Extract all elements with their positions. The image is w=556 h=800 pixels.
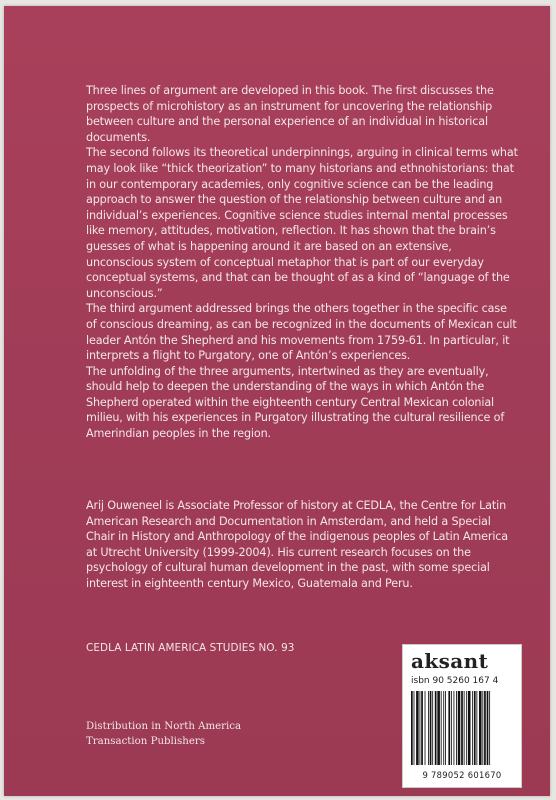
publisher-logo: aksant xyxy=(411,649,489,673)
author-bio xyxy=(86,498,518,592)
ean-number: 9 789052 601670 xyxy=(422,770,502,780)
blurb-paragraph: The unfolding of the three arguments, intertwined as they are eventually, should help to deepen the understanding of the ways in which Antón the Shepherd operated within the eighteenth century Central Mexican colonial milieu, with his experiences in Purgatory illustrating the cultural resilience of Amerindian peoples in the region. xyxy=(86,364,505,441)
blurb-paragraph: The second follows its theoretical underpinnings, arguing in clinical terms what may look like “thick theorization” to many historians and ethnohistorians: that in our contemporary academies, only cognitive science can be the leading approach to answer the question of the relationship between culture and an individual’s experiences. Cognitive science studies internal mental processes like memory, attitudes, motivation, reflection. It has shown that the brain’s guesses of what is happening around it are based on an extensive, unconscious system of conceptual metaphor that is part of our everyday conceptual systems, and that can be thought of as a kind of “language of the unconscious.” xyxy=(86,146,518,300)
isbn-label xyxy=(402,644,522,788)
barcode-icon xyxy=(411,691,515,765)
series-title: CEDLA LATIN AMERICA STUDIES NO. 93 xyxy=(86,642,295,654)
back-cover xyxy=(4,6,550,796)
distributor-name: Transaction Publishers xyxy=(86,736,205,747)
isbn-number: isbn 90 5260 167 4 xyxy=(411,676,499,686)
distribution-line: Distribution in North America xyxy=(86,721,242,732)
blurb-paragraph: Three lines of argument are developed in this book. The first discusses the prospects of microhistory as an instrument for uncovering the relationship between culture and the personal experience of an individual in historical documents. xyxy=(86,84,494,144)
distribution-note xyxy=(86,719,241,749)
author-bio-text: Arij Ouweneel is Associate Professor of history at CEDLA, the Centre for Latin American Research and Documentation in Amsterdam, and held a Special Chair in History and Anthropology of the indigenous peoples of Latin America at Utrecht University (1999-2004). His current research focuses on the psychology of cultural human development in the past, with some special interest in eighteenth century Mexico, Guatemala and Peru. xyxy=(86,499,509,590)
blurb-paragraph: The third argument addressed brings the others together in the specific case of conscious dreaming, as can be recognized in the documents of Mexican cult leader Antón the Shepherd and his movements from 1759-61. In particular, it interprets a flight to Purgatory, one of Antón’s experiences. xyxy=(86,302,517,363)
blurb xyxy=(86,83,518,442)
